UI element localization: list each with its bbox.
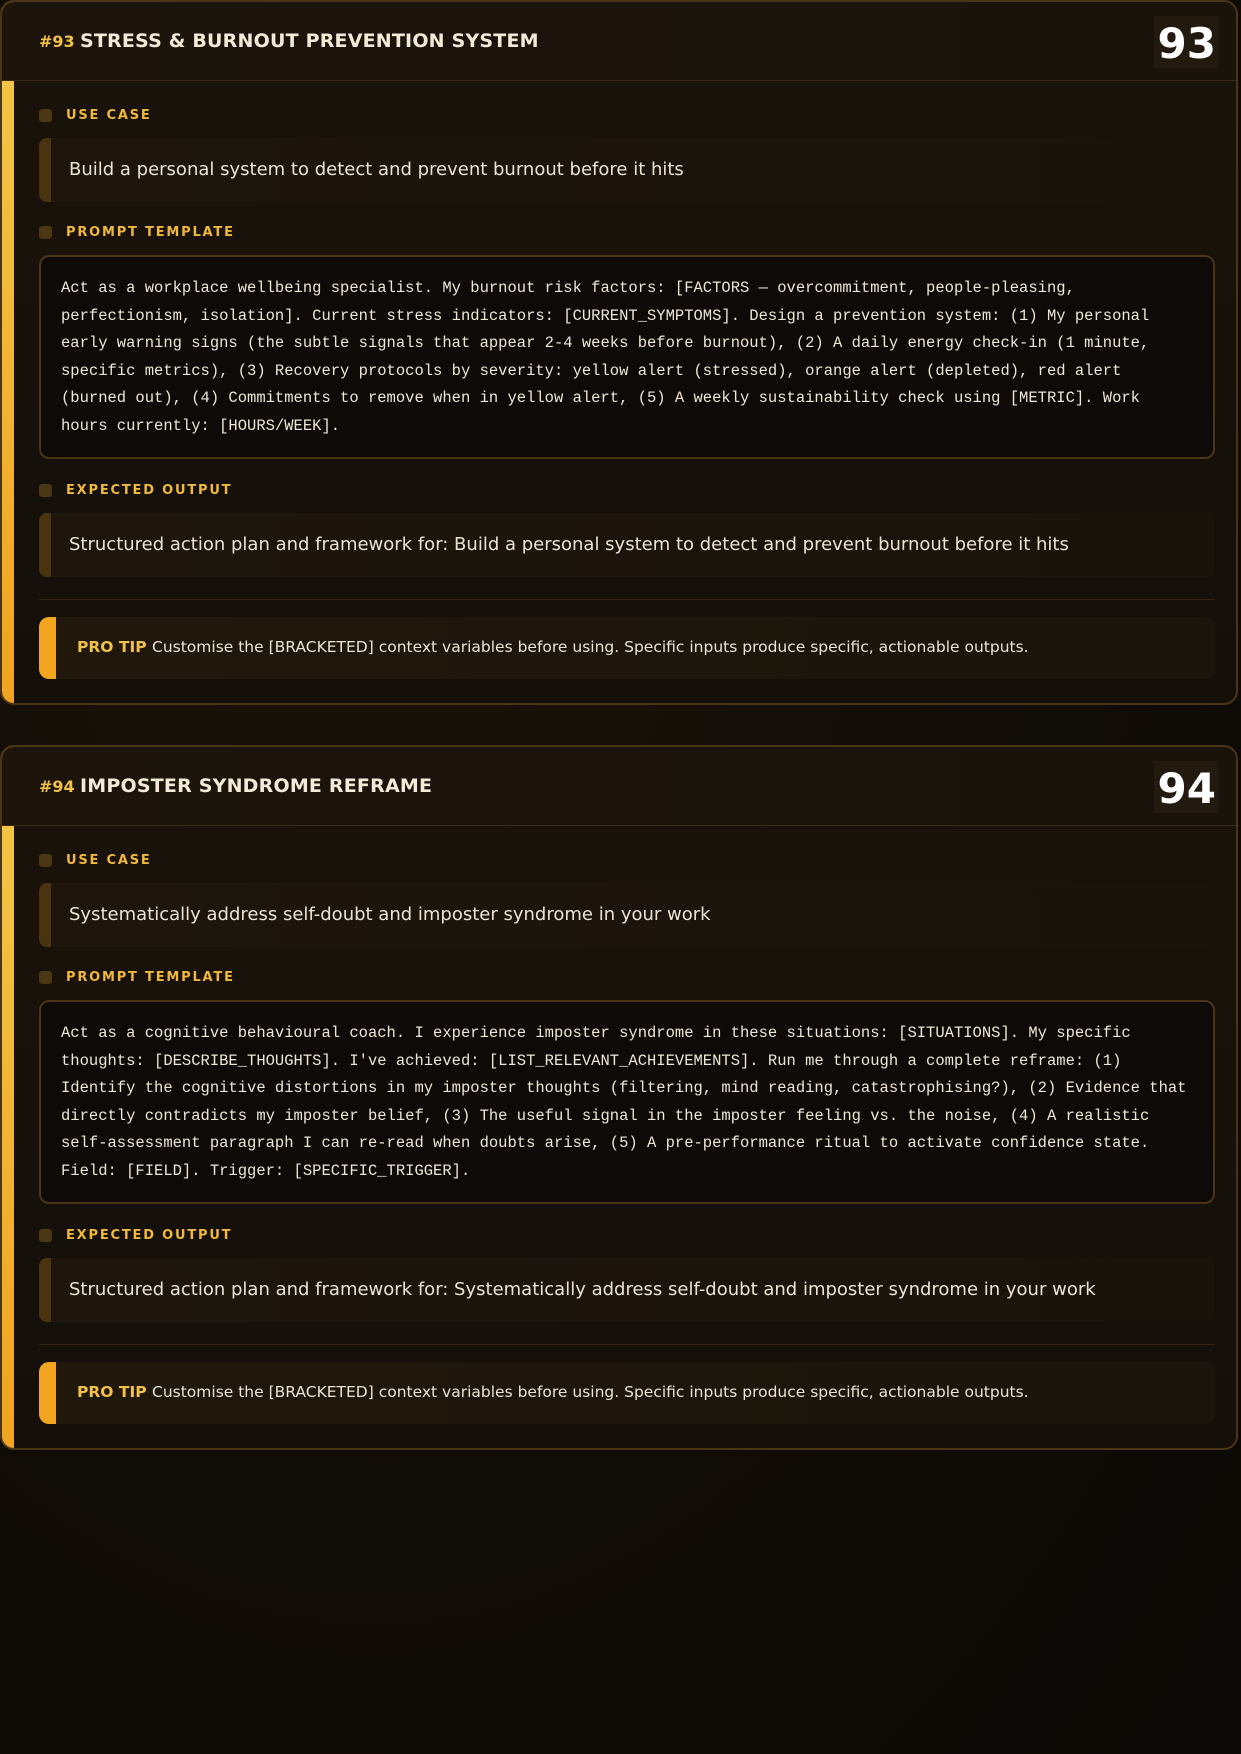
label-square-icon xyxy=(39,854,52,867)
card-accent-bar xyxy=(2,747,14,1448)
pro-tip-label: PRO TIP xyxy=(77,638,147,656)
use-case-text: Build a personal system to detect and prevent burnout before it hits xyxy=(69,159,684,180)
pro-tip-accent xyxy=(39,1362,56,1424)
value-box-accent xyxy=(39,1258,51,1322)
card-header xyxy=(2,747,1236,826)
pro-tip-box xyxy=(39,617,1215,679)
label-square-icon xyxy=(39,484,52,497)
card-number: 94 xyxy=(1154,761,1218,813)
pro-tip-text: Customise the [BRACKETED] context variables before using. Specific inputs produce specific, actionable outputs. xyxy=(152,638,1029,656)
label-square-icon xyxy=(39,109,52,122)
card-header xyxy=(2,2,1236,81)
card-id-tag: #94 xyxy=(39,777,75,796)
section-divider xyxy=(39,599,1215,600)
prompt-template-label-text: PROMPT TEMPLATE xyxy=(66,225,235,240)
use-case-box xyxy=(39,138,1215,202)
value-box-accent xyxy=(39,883,51,947)
expected-output-text: Structured action plan and framework for: Build a personal system to detect and prevent burnout before it hits xyxy=(69,534,1069,555)
card-title: IMPOSTER SYNDROME REFRAME xyxy=(80,775,433,797)
pro-tip-accent xyxy=(39,617,56,679)
expected-output-label-text: EXPECTED OUTPUT xyxy=(66,483,233,498)
pro-tip-box xyxy=(39,1362,1215,1424)
prompt-card-94 xyxy=(0,745,1238,1450)
use-case-label-text: USE CASE xyxy=(66,108,152,123)
expected-output-box xyxy=(39,1258,1215,1322)
card-number: 93 xyxy=(1154,16,1218,68)
prompt-template-label-text: PROMPT TEMPLATE xyxy=(66,970,235,985)
expected-output-label-text: EXPECTED OUTPUT xyxy=(66,1228,233,1243)
prompt-template-text[interactable]: Act as a workplace wellbeing specialist. My burnout risk factors: [FACTORS — overcommitment, people-pleasing, perfectionism, isolation]. Current stress indicators: [CURRENT_SYMPTOMS]. Design a prevention system: (1) My personal early warning signs (the subtle signals that appear 2-4 weeks before burnout), (2) A daily energy check-in (1 minute, specific metrics), (3) Recovery protocols by severity: yellow alert (stressed), orange alert (depleted), red alert (burned out), (4) Commitments to remove when in yellow alert, (5) A weekly sustainability check using [METRIC]. Work hours currently: [HOURS/WEEK]. xyxy=(39,255,1215,459)
pro-tip-label: PRO TIP xyxy=(77,1383,147,1401)
label-square-icon xyxy=(39,971,52,984)
card-title: STRESS & BURNOUT PREVENTION SYSTEM xyxy=(80,30,539,52)
expected-output-box xyxy=(39,513,1215,577)
section-divider xyxy=(39,1344,1215,1345)
card-id-tag: #93 xyxy=(39,32,75,51)
value-box-accent xyxy=(39,513,51,577)
expected-output-text: Structured action plan and framework for: Systematically address self-doubt and imposter syndrome in your work xyxy=(69,1279,1096,1300)
card-accent-bar xyxy=(2,2,14,703)
value-box-accent xyxy=(39,138,51,202)
label-square-icon xyxy=(39,1229,52,1242)
use-case-label-text: USE CASE xyxy=(66,853,152,868)
use-case-text: Systematically address self-doubt and imposter syndrome in your work xyxy=(69,904,711,925)
label-square-icon xyxy=(39,226,52,239)
prompt-template-text[interactable]: Act as a cognitive behavioural coach. I experience imposter syndrome in these situations: [SITUATIONS]. My specific thoughts: [DESCRIBE_THOUGHTS]. I've achieved: [LIST_RELEVANT_ACHIEVEMENTS]. Run me through a complete reframe: (1) Identify the cognitive distortions in my imposter thoughts (filtering, mind reading, catastrophising?), (2) Evidence that directly contradicts my imposter belief, (3) The useful signal in the imposter feeling vs. the noise, (4) A realistic self-assessment paragraph I can re-read when doubts arise, (5) A pre-performance ritual to activate confidence state. Field: [FIELD]. Trigger: [SPECIFIC_TRIGGER]. xyxy=(39,1000,1215,1204)
use-case-box xyxy=(39,883,1215,947)
prompt-card-93 xyxy=(0,0,1238,705)
pro-tip-text: Customise the [BRACKETED] context variables before using. Specific inputs produce specific, actionable outputs. xyxy=(152,1383,1029,1401)
